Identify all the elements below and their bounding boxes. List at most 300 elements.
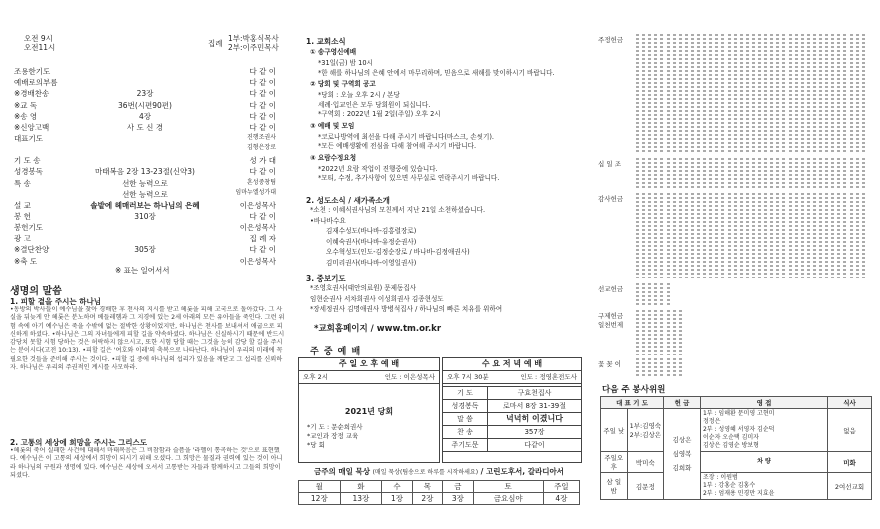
order-label: ※축 도 bbox=[14, 256, 38, 266]
offering-name-column bbox=[813, 158, 816, 188]
offering-name-column bbox=[728, 158, 731, 188]
offering-name-column bbox=[667, 283, 670, 305]
offering-name-column bbox=[691, 158, 694, 188]
duty-service: 주일오후 bbox=[601, 452, 628, 473]
offering-name-column bbox=[642, 193, 645, 278]
offering-name-column bbox=[654, 34, 657, 154]
news-item-heading: ③ 예배 및 모임 bbox=[310, 121, 355, 130]
offering-name-column bbox=[850, 34, 853, 154]
order-leader: 다 같 이 bbox=[249, 211, 276, 221]
service-times: 오전 9시 오전11시 bbox=[24, 34, 56, 52]
council-item: *당 회 bbox=[307, 441, 325, 449]
offering-name-column bbox=[843, 34, 846, 154]
member-news-line: •바나바수요 bbox=[310, 216, 346, 225]
news-section-2: 2. 성도소식 / 새가족소개 bbox=[306, 196, 390, 205]
sermon-point-2: 2. 고통의 세상에 희망을 주시는 그리스도 bbox=[10, 438, 148, 447]
order-row bbox=[14, 200, 276, 211]
news-item-heading: ① 송구영신예배 bbox=[310, 48, 357, 56]
order-row bbox=[14, 66, 276, 77]
order-label: 성경봉독 bbox=[14, 167, 43, 177]
offering-name-column bbox=[654, 310, 657, 355]
order-leader: 다 같 이 bbox=[249, 100, 276, 110]
order-detail: 마태복음 2장 13-23절(신약3) bbox=[95, 167, 195, 177]
offering-name-column bbox=[843, 158, 846, 188]
offering-name-column bbox=[728, 34, 731, 154]
offering-name-column bbox=[770, 193, 773, 278]
news-item-line: *당회 : 오늘 오후 2시 / 본당 bbox=[318, 91, 400, 99]
offering-name-column bbox=[715, 193, 718, 278]
offering-name-column bbox=[697, 34, 700, 154]
sunday-afternoon-box bbox=[298, 357, 440, 463]
member-news-line: 이혜숙권사(바나바-유정순권사) bbox=[326, 237, 417, 246]
offering-name-column bbox=[837, 34, 840, 154]
offering-name-column bbox=[709, 34, 712, 154]
news-item-heading: ② 당회 및 구역회 공고 bbox=[310, 80, 376, 88]
offering-name-column bbox=[660, 34, 663, 154]
offering-name-column bbox=[819, 193, 822, 278]
council-title: 2021년 당회 bbox=[344, 407, 394, 416]
bible-chapter: 2장 bbox=[412, 493, 442, 505]
weekly-heading: 주 중 예 배 bbox=[310, 347, 362, 357]
offering-name-column bbox=[721, 158, 724, 188]
duty-meal: 없음 bbox=[828, 409, 872, 452]
offering-name-column bbox=[746, 158, 749, 188]
news-item-line: *모티, 수정, 추가사항이 있으면 사무실로 연락주시기 바랍니다. bbox=[318, 174, 500, 182]
order-leader: 다 같 이 bbox=[249, 67, 276, 76]
order-leader: 다 같 이 bbox=[249, 245, 276, 255]
wednesday-row bbox=[443, 413, 581, 426]
offering-name-column bbox=[740, 158, 743, 188]
offering-name-column bbox=[648, 193, 651, 278]
order-detail: 솔밭에 헤매러보는 하나님의 은혜 bbox=[90, 200, 200, 210]
offering-name-column bbox=[862, 158, 865, 188]
offering-name-column bbox=[648, 283, 651, 305]
duty-meal: 미화 bbox=[828, 452, 872, 473]
offering-name-column bbox=[715, 158, 718, 188]
offering-category-label: 감사헌금 bbox=[598, 195, 624, 203]
order-row bbox=[14, 77, 276, 88]
offering-name-column bbox=[667, 310, 670, 355]
offering-name-column bbox=[648, 34, 651, 154]
offering-name-column bbox=[850, 193, 853, 278]
order-label: 조용한기도 bbox=[14, 67, 51, 76]
offering-name-column bbox=[843, 193, 846, 278]
wednesday-row-label: 주기도문 bbox=[443, 439, 488, 452]
order-leader: 이은성목사 bbox=[239, 200, 276, 210]
duty-header: 대 표 기 도 bbox=[601, 397, 664, 409]
duty-table bbox=[600, 396, 872, 500]
member-news-line: 김미리권사(바나바-이영일권사) bbox=[326, 258, 417, 267]
offering-names-block bbox=[636, 158, 870, 188]
news-item-line: *코로나방역에 최선을 다해 주시기 바랍니다(마스크, 손씻기). bbox=[318, 132, 494, 141]
order-label: 설 교 bbox=[14, 200, 31, 210]
duty-offering: 김상은 심영복 김희화 bbox=[664, 409, 701, 500]
offering-name-column bbox=[807, 193, 810, 278]
offering-name-column bbox=[782, 158, 785, 188]
offering-name-column bbox=[856, 34, 859, 154]
council-items bbox=[299, 423, 439, 450]
duty-row bbox=[601, 409, 872, 452]
wednesday-row-value: 구효천집사 bbox=[488, 387, 582, 400]
offering-name-column bbox=[782, 193, 785, 278]
offering-name-column bbox=[697, 193, 700, 278]
council-item: *교인과 장정 교육 bbox=[307, 432, 359, 440]
offering-name-column bbox=[740, 34, 743, 154]
news-item-line: 세례·입교인은 모두 당회원이 되십니다. bbox=[318, 100, 431, 109]
order-label: ※송 영 bbox=[14, 111, 38, 121]
sunday-afternoon-info: 오후 2시 인도 : 이은성목사 bbox=[299, 371, 439, 384]
order-row bbox=[14, 233, 276, 244]
order-label: ※경배찬송 bbox=[14, 89, 50, 99]
offering-name-column bbox=[807, 34, 810, 154]
duty-header: 식사 bbox=[828, 397, 872, 409]
offering-name-column bbox=[734, 158, 737, 188]
wednesday-row-label: 성경봉독 bbox=[443, 400, 488, 413]
offering-name-column bbox=[642, 34, 645, 154]
offering-names-block bbox=[636, 193, 870, 278]
offering-name-column bbox=[856, 193, 859, 278]
offering-name-column bbox=[758, 193, 761, 278]
order-row bbox=[14, 88, 276, 99]
bible-day: 화 bbox=[340, 481, 382, 493]
duty-greeting: 조장 : 이원범 1부 : 강홍순 김홍수 2부 : 엄재용 민경만 지효윤 bbox=[700, 473, 827, 500]
order-leader: 다 같 이 bbox=[249, 78, 276, 88]
wednesday-evening-box bbox=[442, 357, 582, 463]
bible-day: 토 bbox=[473, 481, 543, 493]
offering-name-column bbox=[770, 158, 773, 188]
offering-name-column bbox=[648, 310, 651, 355]
offering-name-column bbox=[636, 358, 639, 376]
offering-name-column bbox=[752, 158, 755, 188]
wednesday-evening-info: 오후 7시 30분 인도 : 정영혼전도사 bbox=[443, 371, 581, 384]
member-news-line: 김재수성도(바나바-김홍렬장로) bbox=[326, 227, 417, 235]
news-section-1: 1. 교회소식 bbox=[306, 37, 346, 46]
offering-name-column bbox=[746, 34, 749, 154]
wednesday-row-value: 다같이 bbox=[488, 439, 582, 452]
offering-name-column bbox=[667, 193, 670, 278]
offering-name-column bbox=[691, 34, 694, 154]
council-item: *기 도 : 문순희권사 bbox=[307, 423, 363, 431]
offering-name-column bbox=[789, 34, 792, 154]
duty-greeting: 1부 : 임해환 문미영 고현미 정정은 2부 : 성영혜 서영자 김순덕 이순자 오순택 김미자 김상은 김영순 방보형 bbox=[700, 409, 827, 452]
order-detail: 사 도 신 경 bbox=[126, 123, 164, 132]
order-label: 기 도 송 bbox=[14, 156, 41, 166]
offering-name-column bbox=[862, 34, 865, 154]
offering-name-column bbox=[654, 358, 657, 376]
offering-name-column bbox=[636, 193, 639, 278]
news-item-line: *모든 예배생활에 전심을 다해 참여해 주시기 바랍니다. bbox=[318, 142, 477, 150]
order-leader: 진행조권사 김형은장로 bbox=[247, 134, 276, 152]
bible-day: 주일 bbox=[543, 481, 579, 493]
sermon-heading: 생명의 말씀 bbox=[10, 286, 62, 297]
offering-name-column bbox=[636, 283, 639, 305]
offering-name-column bbox=[801, 193, 804, 278]
offering-name-column bbox=[660, 358, 663, 376]
order-detail: 선한 능력으로 선한 능력으로 bbox=[122, 178, 168, 199]
order-leader: 다 같 이 bbox=[249, 111, 276, 121]
offering-name-column bbox=[703, 34, 706, 154]
offering-name-column bbox=[831, 193, 834, 278]
order-leader: 다 같 이 bbox=[249, 89, 276, 99]
offering-name-column bbox=[764, 34, 767, 154]
offering-name-column bbox=[673, 34, 676, 154]
offering-name-column bbox=[654, 158, 657, 188]
sermon-body-1: •동방의 박사들이 예수님을 찾아 경배한 후 천사의 지시를 받고 헤롯을 피해 고국으로 돌아갔다. 그 사실을 뒤늦게 안 헤롯은 분노하며 베들레헴과 그 지경에 있는 2세 아래의 모든 유아들을 죽인다. 그런 위험 속에 아기 예수님은 죽을 수밖에 없는 절박한 상황이었지만, 하나님은 천사를 보내셔서 애굽으로 피신하게 하셨다. •하나님은 그의 자녀들에게 피할 길을 약속하셨다. 하나님은 신실하시기 때문에 반드시 감당치 못할 시험 당하는 것은 허락하지 않으시고, 또한 시험 당할 때는 그것을 능히 감당 할 길을 주시는 분이시다(고전 10:13). •피할 길은 '여호와 이레'의 축복으로 나타난다. 하나님이 우리의 미래에 꼭 필요한 것들을 준비해 주시는 것이다. •피할 길 중에 하나님의 섭리가 있음을 깨닫고 그 섭리를 신뢰하자. 하나님은 우리의 주권적인 계시를 사모하라. bbox=[10, 306, 285, 372]
offering-category-label: 십 일 조 bbox=[598, 160, 621, 168]
offering-name-column bbox=[776, 158, 779, 188]
order-label: ※결단찬양 bbox=[14, 245, 50, 255]
offering-name-column bbox=[685, 158, 688, 188]
offering-name-column bbox=[691, 193, 694, 278]
offering-name-column bbox=[862, 193, 865, 278]
offering-name-column bbox=[648, 158, 651, 188]
bible-days-row bbox=[299, 481, 580, 493]
order-label: 특 송 bbox=[14, 178, 31, 188]
order-label: 봉헌기도 bbox=[14, 223, 43, 232]
offering-name-column bbox=[825, 158, 828, 188]
member-news-line: 오수혁성도(인도-김정순장로 / 바나바-김정애권사) bbox=[326, 248, 470, 256]
duty-header-row bbox=[601, 397, 872, 409]
leader-label: 집례 bbox=[208, 39, 223, 48]
offering-name-column bbox=[764, 193, 767, 278]
offering-name-column bbox=[721, 193, 724, 278]
duty-prayer: 김문정 bbox=[627, 473, 663, 500]
offering-name-column bbox=[703, 193, 706, 278]
offering-name-column bbox=[636, 310, 639, 355]
offering-name-column bbox=[685, 193, 688, 278]
offering-name-column bbox=[782, 34, 785, 154]
offering-name-column bbox=[679, 310, 682, 355]
bible-chapter: 금요심야 bbox=[473, 493, 543, 505]
offering-name-column bbox=[709, 193, 712, 278]
offering-name-column bbox=[679, 158, 682, 188]
order-detail: 4장 bbox=[138, 111, 152, 121]
offering-name-column bbox=[667, 34, 670, 154]
order-row bbox=[14, 166, 276, 177]
offering-name-column bbox=[819, 158, 822, 188]
offering-name-column bbox=[801, 158, 804, 188]
order-leader: 집 례 자 bbox=[249, 234, 276, 244]
offering-name-column bbox=[795, 193, 798, 278]
order-row bbox=[14, 122, 276, 133]
wednesday-row-label: 기 도 bbox=[443, 387, 488, 400]
offering-category-label: 선교헌금 bbox=[598, 285, 624, 293]
offering-name-column bbox=[776, 193, 779, 278]
daily-bible-banner: 금주의 매일 묵상 (매일 묵상(팀송으로 하루를 시작하세요) / 고린도후서, 갈라디아서 bbox=[314, 467, 564, 476]
offering-name-column bbox=[850, 158, 853, 188]
offering-name-column bbox=[807, 158, 810, 188]
duty-service: 주일 낮 bbox=[601, 409, 628, 452]
offering-name-column bbox=[660, 158, 663, 188]
bible-chapter: 1장 bbox=[382, 493, 412, 505]
sermon-point-1: 1. 피할 곁을 주시는 하나님 bbox=[10, 297, 101, 306]
daily-bible-table bbox=[298, 480, 580, 505]
order-row bbox=[14, 244, 276, 255]
standing-note: ※ 표는 일어서서 bbox=[115, 266, 170, 275]
wednesday-row-value: 로마서 8장 31-39절 bbox=[488, 400, 582, 413]
sermon-body-2: •헤롯의 죽어 실패한 사건에 대해서 마태복음은 그 비참함과 슬픔을 '라헬이 통곡하는 것'으로 표현했다. 예수님은 이 고통의 세상에서 희망이 되시기 위해 오셨다. 그 희망은 물질과 권력에 있는 것이 아니라 하나님의 구원과 생명에 있다. 예수님은 세상에 오셔서 고통받는 자들과 함께하시고 그들의 희망이 되셨다. bbox=[10, 447, 283, 479]
order-label: ※신앙고백 bbox=[14, 123, 50, 132]
order-label: 광 고 bbox=[14, 234, 31, 244]
wednesday-row-value: 357장 bbox=[488, 426, 582, 439]
offering-name-column bbox=[660, 193, 663, 278]
offering-name-column bbox=[819, 34, 822, 154]
offering-name-column bbox=[837, 193, 840, 278]
wednesday-row bbox=[443, 439, 581, 452]
news-item-line: *구역회 : 2022년 1월 2일(주일) 오후 2시 bbox=[318, 110, 441, 118]
order-row bbox=[14, 178, 276, 200]
duty-meal: 2여선교회 bbox=[828, 473, 872, 500]
wednesday-row bbox=[443, 400, 581, 413]
wednesday-row-label: 말 씀 bbox=[443, 413, 488, 426]
news-item-line: *31일(금) 밤 10시 bbox=[318, 59, 373, 67]
offering-name-column bbox=[746, 193, 749, 278]
order-leader: 이은성목사 bbox=[239, 223, 276, 232]
offering-name-column bbox=[648, 358, 651, 376]
duty-header: 헌 금 bbox=[664, 397, 701, 409]
wednesday-row-value: 넉넉히 이겼니다 bbox=[488, 413, 582, 426]
offerings-column bbox=[596, 0, 880, 529]
offering-name-column bbox=[856, 158, 859, 188]
offering-name-column bbox=[667, 158, 670, 188]
offering-name-column bbox=[673, 310, 676, 355]
offering-name-column bbox=[728, 193, 731, 278]
offering-name-column bbox=[642, 158, 645, 188]
bible-chapter: 3장 bbox=[443, 493, 473, 505]
bible-chapters-row bbox=[299, 493, 580, 505]
order-row bbox=[14, 155, 276, 166]
offering-name-column bbox=[636, 158, 639, 188]
offering-name-column bbox=[636, 34, 639, 154]
offering-name-column bbox=[685, 34, 688, 154]
offering-name-column bbox=[673, 193, 676, 278]
offering-names-block bbox=[636, 358, 870, 376]
offering-name-column bbox=[831, 34, 834, 154]
offering-names-block bbox=[636, 34, 870, 154]
offering-name-column bbox=[752, 34, 755, 154]
wednesday-row-label: 찬 송 bbox=[443, 426, 488, 439]
offering-name-column bbox=[831, 158, 834, 188]
offering-name-column bbox=[660, 310, 663, 355]
offering-name-column bbox=[825, 193, 828, 278]
member-news-line: *소천 : 이혜식권사님의 모친께서 지난 21일 소천하셨습니다. bbox=[310, 206, 486, 214]
offering-name-column bbox=[813, 34, 816, 154]
offering-name-column bbox=[673, 158, 676, 188]
order-detail: 310장 bbox=[134, 211, 156, 221]
offering-name-column bbox=[752, 193, 755, 278]
offering-name-column bbox=[734, 34, 737, 154]
offering-name-column bbox=[758, 158, 761, 188]
offering-name-column bbox=[673, 358, 676, 376]
wednesday-order-table bbox=[443, 386, 581, 452]
order-row bbox=[14, 133, 276, 155]
duty-prayer: 1부:김영숙 2부:김상은 bbox=[627, 409, 663, 452]
offering-names-block bbox=[636, 310, 870, 355]
order-row bbox=[14, 111, 276, 122]
order-detail: 305장 bbox=[134, 245, 156, 255]
order-of-worship-column bbox=[0, 0, 292, 529]
offering-name-column bbox=[697, 158, 700, 188]
offering-name-column bbox=[795, 158, 798, 188]
order-leader: 혼성중창팀 임마누엘성가대 bbox=[235, 178, 276, 196]
wednesday-evening-title: 수 요 저 녁 예 배 bbox=[443, 358, 581, 371]
offering-category-label: 구제헌금 일천번제 bbox=[598, 312, 624, 329]
offering-name-column bbox=[740, 193, 743, 278]
offering-name-column bbox=[825, 34, 828, 154]
bible-chapter: 13장 bbox=[340, 493, 382, 505]
offering-category-label: 꽃 꽂 이 bbox=[598, 360, 621, 368]
offering-name-column bbox=[813, 193, 816, 278]
duty-service: 삼 일 밤 bbox=[601, 473, 628, 500]
offering-name-column bbox=[709, 158, 712, 188]
bible-day: 금 bbox=[443, 481, 473, 493]
offering-name-column bbox=[654, 193, 657, 278]
order-leader: 성 가 대 bbox=[249, 156, 276, 166]
offering-name-column bbox=[758, 34, 761, 154]
offering-name-column bbox=[642, 283, 645, 305]
offering-name-column bbox=[795, 34, 798, 154]
news-item-line: *2022년 요람 작업이 진행중에 있습니다. bbox=[318, 164, 438, 173]
offering-name-column bbox=[715, 34, 718, 154]
offering-name-column bbox=[721, 34, 724, 154]
duty-row bbox=[601, 473, 872, 500]
offering-name-column bbox=[642, 358, 645, 376]
news-section-3: 3. 중보기도 bbox=[306, 274, 346, 283]
offering-name-column bbox=[667, 358, 670, 376]
offering-name-column bbox=[734, 193, 737, 278]
order-label: 봉 헌 bbox=[14, 211, 31, 221]
offering-name-column bbox=[660, 283, 663, 305]
sunday-afternoon-title: 주 일 오 후 예 배 bbox=[299, 358, 439, 371]
bible-day: 수 bbox=[382, 481, 412, 493]
duty-prayer: 박미숙 bbox=[627, 452, 663, 473]
duty-header: 영 접 bbox=[700, 397, 827, 409]
offering-name-column bbox=[679, 358, 682, 376]
offering-name-column bbox=[789, 193, 792, 278]
homepage-link[interactable]: *교회홈페이지 / www.tm.or.kr bbox=[314, 324, 442, 334]
order-label: 대표기도 bbox=[14, 134, 43, 144]
offering-name-column bbox=[776, 34, 779, 154]
prayer-line: *장세정권사 김명애권사 방병석집사 / 하나님의 빠른 치유를 위하여 bbox=[310, 305, 503, 313]
duty-row bbox=[601, 452, 872, 473]
order-detail: 36번(시편90편) bbox=[118, 100, 172, 110]
prayer-line: 임현순권사 서차희권사 이성희권사 김종현성도 bbox=[310, 294, 444, 303]
offering-name-column bbox=[837, 158, 840, 188]
offering-name-column bbox=[679, 193, 682, 278]
duty-heading: 다음 주 봉사위원 bbox=[602, 385, 666, 395]
offering-names-block bbox=[636, 283, 870, 305]
bible-chapter: 4장 bbox=[543, 493, 579, 505]
service-leaders: 1부:박홍식목사 2부:이주민목사 bbox=[228, 34, 279, 52]
news-item-heading: ④ 요람수정요청 bbox=[310, 153, 357, 162]
order-row bbox=[14, 222, 276, 233]
order-leader: 다 같 이 bbox=[249, 167, 276, 177]
bible-chapter: 12장 bbox=[299, 493, 341, 505]
order-detail: 23장 bbox=[136, 89, 154, 99]
order-leader: 다 같 이 bbox=[249, 123, 276, 132]
order-label: 예배로의부름 bbox=[14, 78, 58, 88]
offering-name-column bbox=[679, 34, 682, 154]
wednesday-row bbox=[443, 426, 581, 439]
duty-greeting: 차 량 bbox=[700, 452, 827, 473]
order-leader: 이은성목사 bbox=[239, 256, 276, 266]
offering-name-column bbox=[703, 158, 706, 188]
wednesday-row bbox=[443, 387, 581, 400]
offering-category-label: 주정헌금 bbox=[598, 36, 624, 44]
offering-name-column bbox=[789, 158, 792, 188]
order-row bbox=[14, 100, 276, 111]
offering-name-column bbox=[654, 283, 657, 305]
